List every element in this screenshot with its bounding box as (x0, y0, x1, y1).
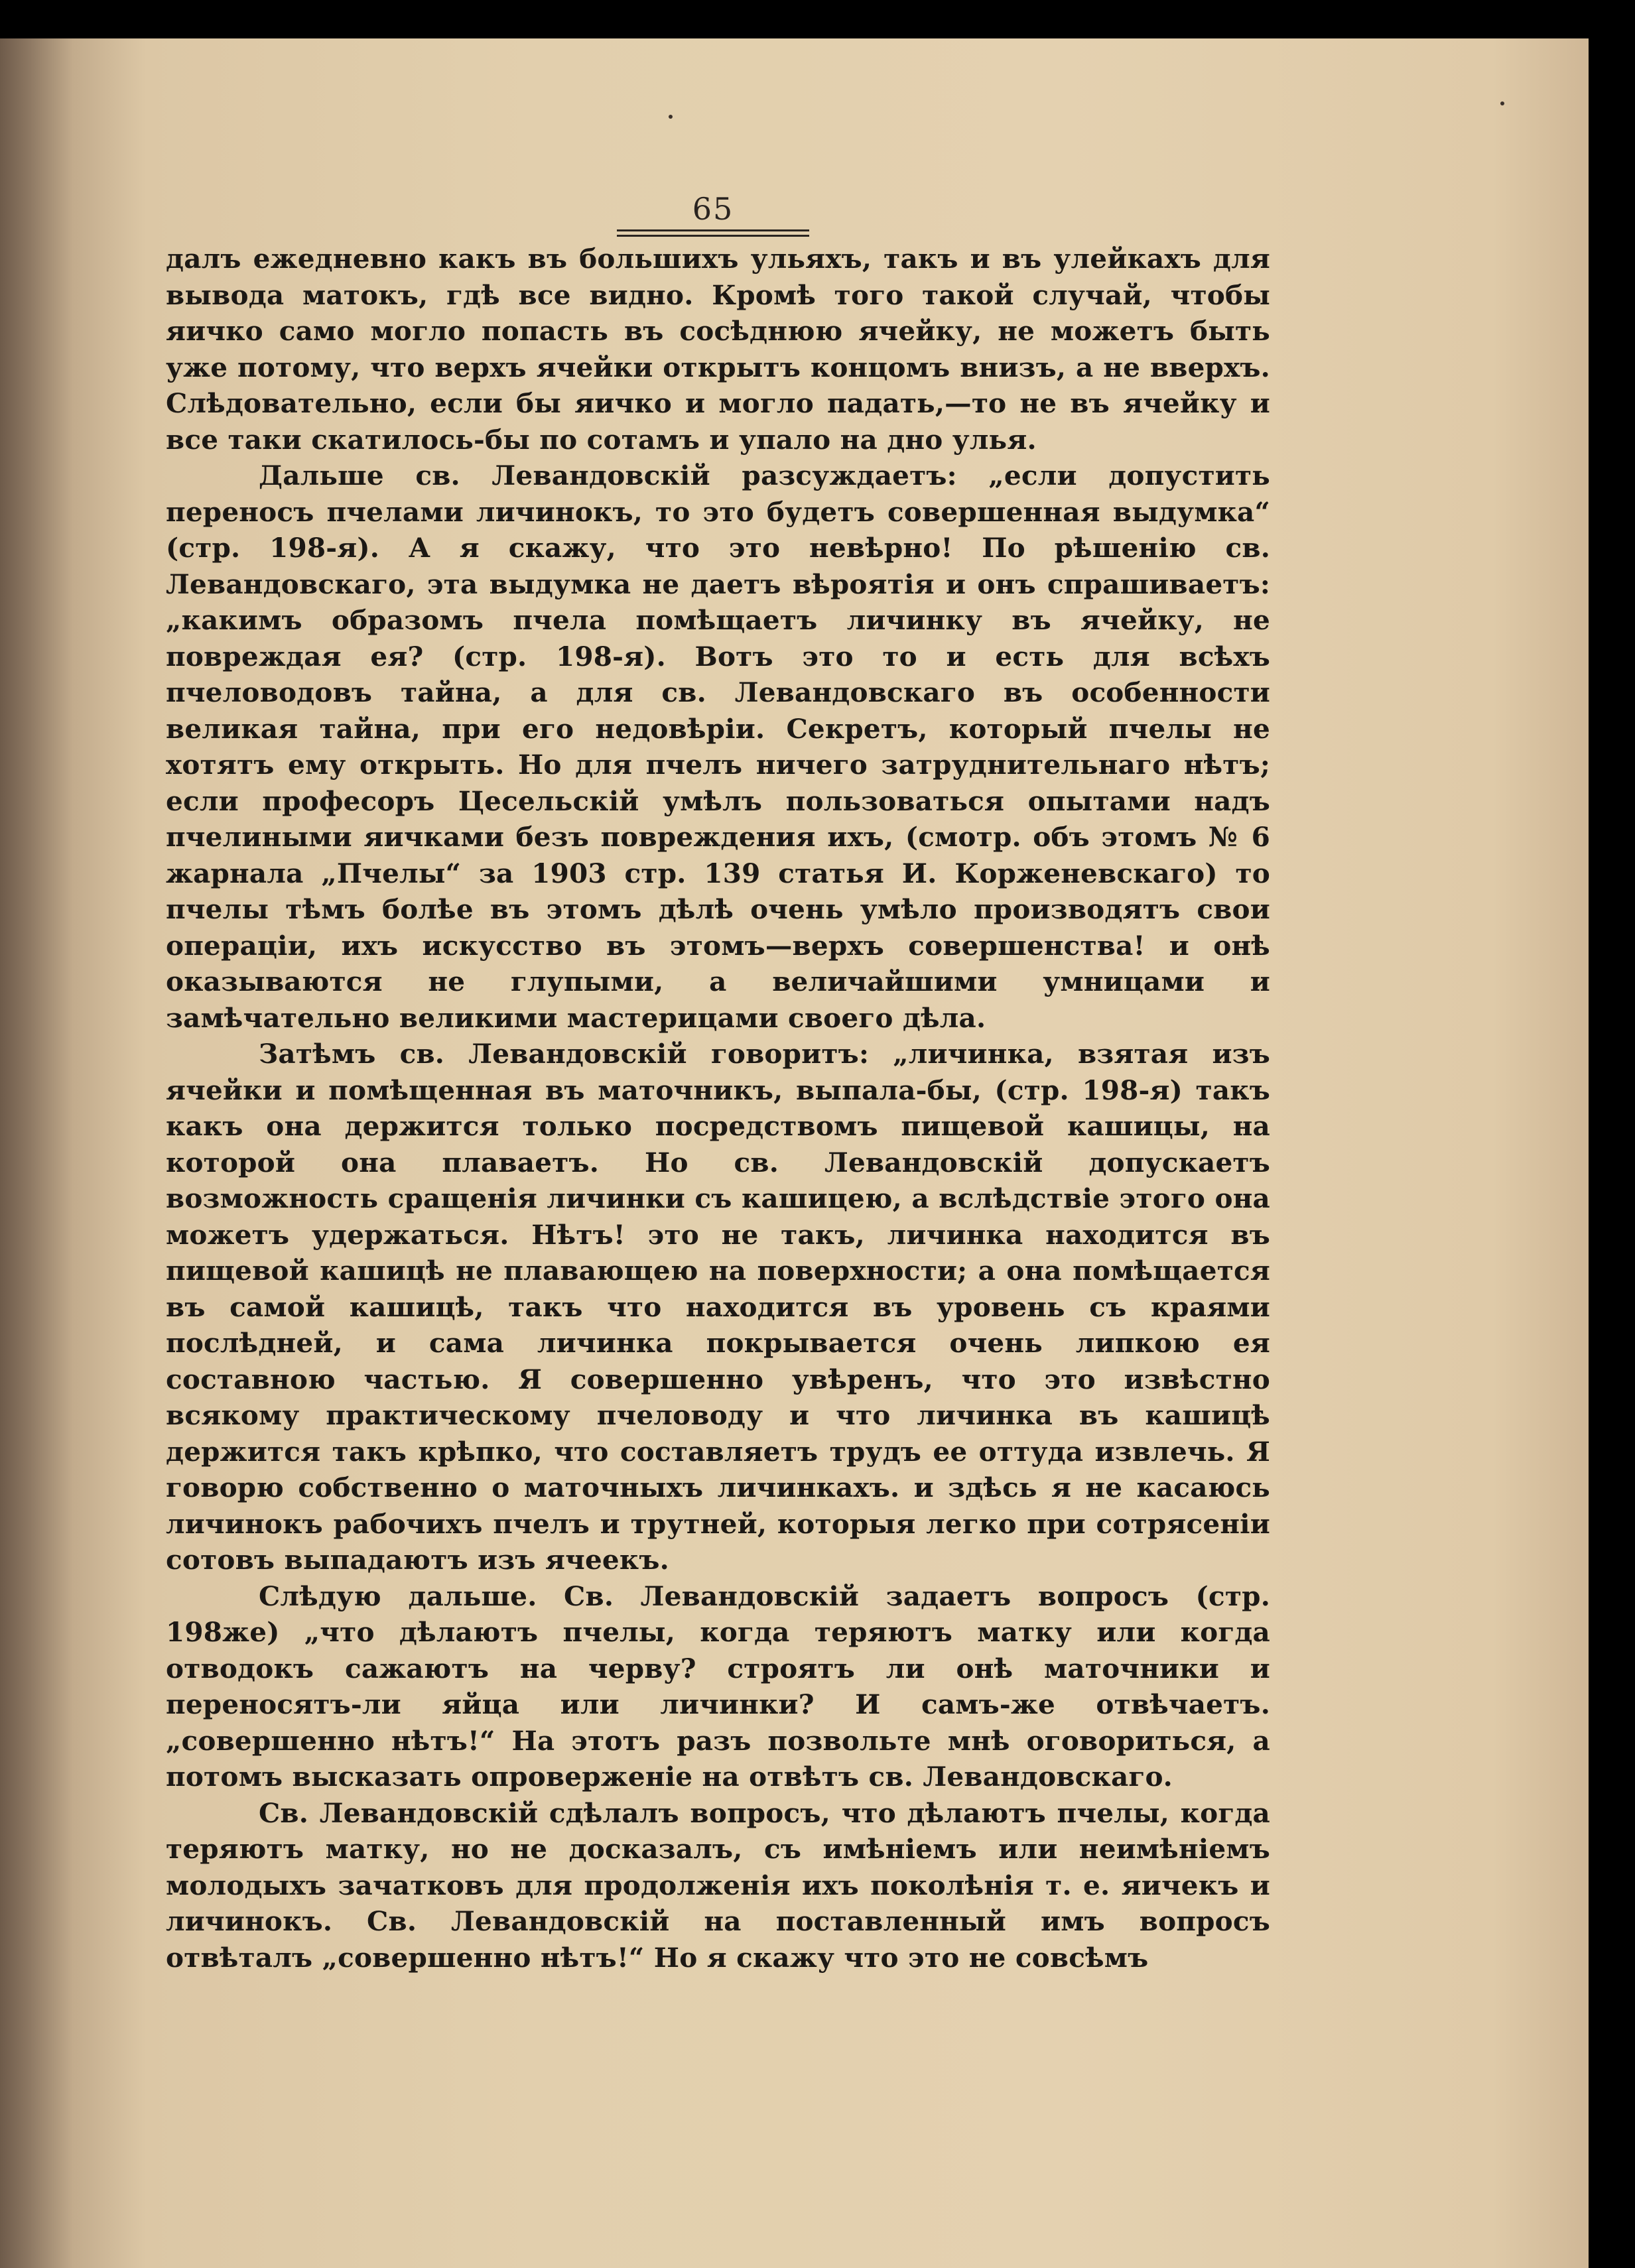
paragraph: Дальше св. Левандовскій разсуждаетъ: „если допустить переносъ пчелами личинокъ, то это будетъ совершенная выдумка“ (стр. 198-я). А я скажу, что это невѣрно! По рѣшенію св. Левандовскаго, эта выдумка не даетъ вѣроятія и онъ спрашиваетъ: „какимъ образомъ пчела помѣщаетъ личинку въ ячейку, не повреждая ея? (стр. 198-я). Вотъ это то и есть для всѣхъ пчеловодовъ тайна, а для св. Левандовскаго въ особенности великая тайна, при его недовѣріи. Секретъ, который пчелы не хотятъ ему открыть. Но для пчелъ ничего затруднительнаго нѣтъ; если професоръ Цесельскій умѣлъ пользоваться опытами надъ пчелиными яичками безъ повреждения ихъ, (смотр. объ этомъ № 6 жарнала „Пчелы“ за 1903 стр. 139 статья И. Корженевскаго) то пчелы тѣмъ болѣе въ этомъ дѣлѣ очень умѣло производятъ свои операціи, ихъ искусство въ этомъ—верхъ совершенства! и онѣ оказываются не глупыми, а величайшими умницами и замѣчательно великими мастерицами своего дѣла. (166, 460, 1270, 1034)
page-number: 65 (692, 191, 734, 227)
paragraph: Затѣмъ св. Левандовскій говоритъ: „личинка, взятая изъ ячейки и помѣщенная въ маточникъ, выпала-бы, (стр. 198-я) такъ какъ она держится только посредствомъ пищевой кашицы, на которой она плаваетъ. Но св. Левандовскій допускаетъ возможность сращенія личинки съ кашицею, а вслѣдствіе этого она можетъ удержаться. Нѣтъ! это не такъ, личинка находится въ пищевой кашицѣ не плавающею на поверхности; а она помѣщается въ самой кашицѣ, такъ что находится въ уровень съ краями послѣдней, и сама личинка покрывается очень липкою ея составною частью. Я совершенно увѣренъ, что это извѣстно всякому практическому пчеловоду и что личинка въ кашицѣ держится такъ крѣпко, что составляетъ трудъ ее оттуда извлечь. Я говорю собственно о маточныхъ личинкахъ. и здѣсь я не касаюсь личинокъ рабочихъ пчелъ и трутней, которыя легко при сотрясеніи сотовъ выпадаютъ изъ ячеекъ. (166, 1038, 1270, 1576)
paragraph: Слѣдую дальше. Св. Левандовскій задаетъ вопросъ (стр. 198же) „что дѣлаютъ пчелы, когда теряютъ матку или когда отводокъ сажаютъ на черву? строятъ ли онѣ маточники и переносятъ-ли яйца или личинки? И самъ-же отвѣчаетъ. „совершенно нѣтъ!“ На этотъ разъ позвольте мнѣ оговориться, а потомъ высказать опроверженіе на отвѣтъ св. Левандовскаго. (166, 1580, 1270, 1793)
book-page (0, 38, 1589, 2268)
paragraph: Св. Левандовскій сдѣлалъ вопросъ, что дѣлаютъ пчелы, когда теряютъ матку, но не досказалъ, съ имѣніемъ или неимѣніемъ молодыхъ зачатковъ для продолженія ихъ поколѣнія т. е. яичекъ и личинокъ. Св. Левандовскій на поставленный имъ вопросъ отвѣталъ „совершенно нѣтъ!“ Но я скажу что это не совсѣмъ (166, 1796, 1270, 1974)
header-rule (617, 229, 809, 237)
page-header (617, 191, 809, 237)
paragraph: далъ ежедневно какъ въ большихъ ульяхъ, такъ и въ улейкахъ для вывода матокъ, гдѣ все видно. Кромѣ того такой случай, чтобы яичко само могло попасть въ сосѣднюю ячейку, не можетъ быть уже потому, что верхъ ячейки открытъ концомъ внизъ, а не вверхъ. Слѣдовательно, если бы яичко и могло падать,—то не въ ячейку и все таки скатилось-бы по сотамъ и упало на дно улья. (166, 243, 1270, 456)
page-body (166, 241, 1270, 1976)
speck-mark (1500, 101, 1504, 105)
speck-mark (669, 115, 673, 119)
